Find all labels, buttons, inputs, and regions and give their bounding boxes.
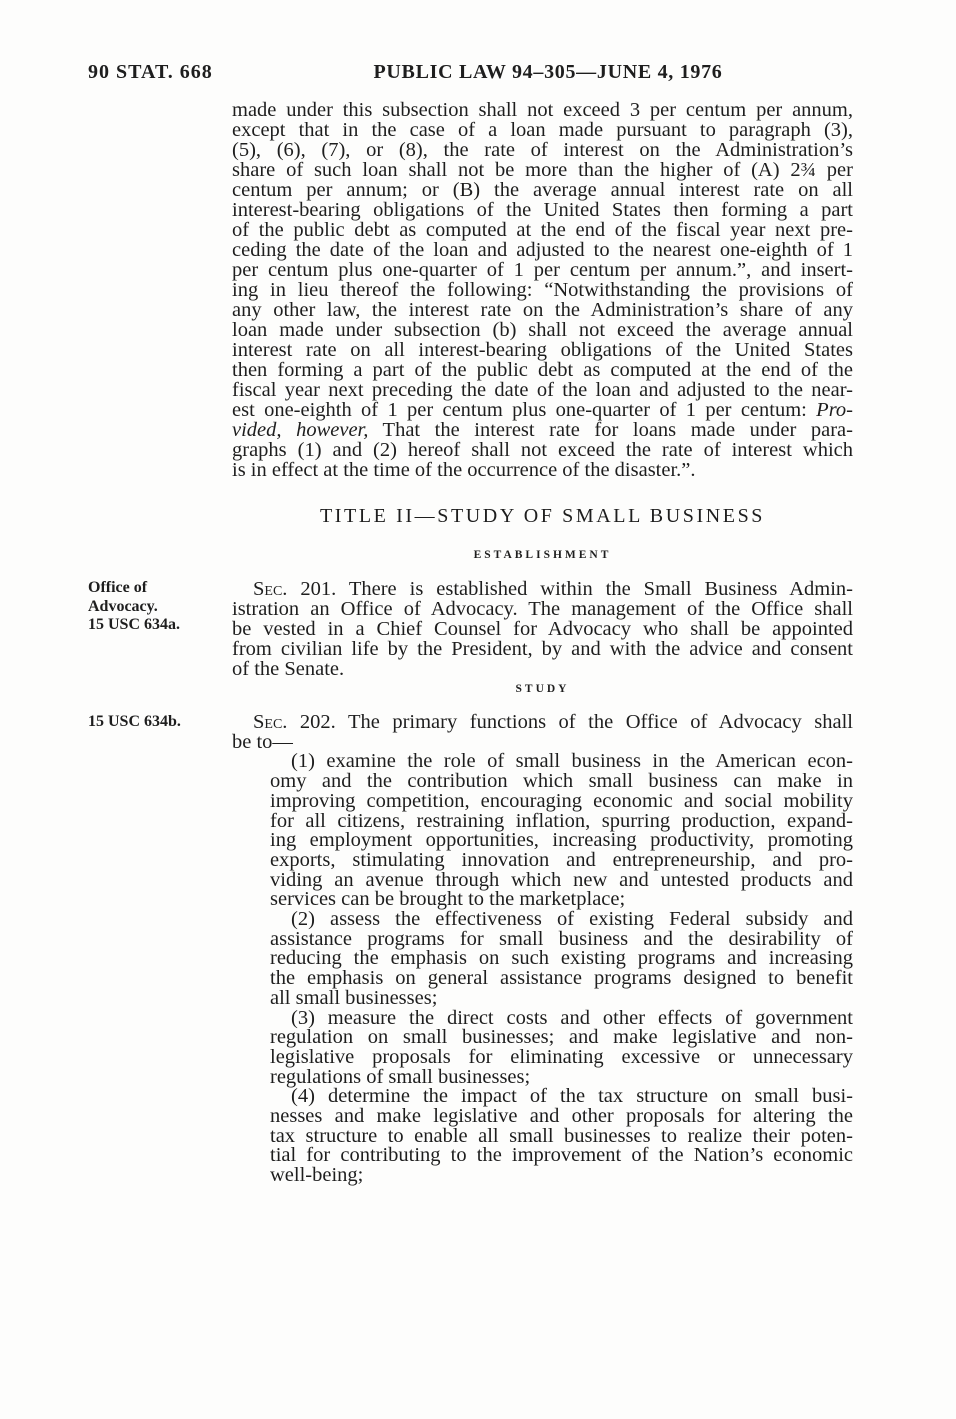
text-line: from civilian life by the President, by and with the advice and consent [232, 638, 853, 660]
section-label: Sec. [253, 711, 288, 733]
text-line: (3) measure the direct costs and other effects of government [291, 1006, 853, 1029]
text-line: interest-bearing obligations of the United States then forming a part [232, 199, 853, 221]
margin-note-line: Advocacy. [88, 597, 158, 615]
text-line: nesses and make legislative and other proposals for altering the [270, 1105, 853, 1128]
text-line: all small businesses; [270, 986, 438, 1009]
section-201 [232, 579, 853, 679]
text-line: any other law, the interest rate on the Administration’s share of any [232, 299, 853, 321]
section-202-intro [232, 713, 853, 752]
text-run: 201. There is established within the Small Business Admin- [287, 578, 853, 600]
text-line: omy and the contribution which small business can make in [270, 770, 853, 793]
text-line: istration an Office of Advocacy. The management of the Office shall [232, 598, 853, 620]
text-line: improving competition, encouraging economic and social mobility [270, 789, 853, 812]
text-line: of the public debt as computed at the end of the fiscal year next pre- [232, 219, 853, 241]
text-line: regulations of small businesses; [270, 1065, 531, 1088]
text-line: be to— [232, 730, 293, 753]
title-heading: TITLE II—STUDY OF SMALL BUSINESS [319, 505, 766, 527]
text-line: centum per annum; or (B) the average annual interest rate on all [232, 179, 853, 201]
text-line: exports, stimulating innovation and entrepreneurship, and pro- [270, 848, 853, 871]
text-line [232, 713, 853, 733]
text-line: then forming a part of the public debt as computed at the end of the [232, 359, 853, 381]
text-run: 202. The primary functions of the Office of Advocacy shall [287, 711, 853, 733]
margin-note-line: 15 USC 634b. [88, 713, 181, 730]
margin-note-line: Office of [88, 579, 148, 596]
italic-text: vided, however, [232, 419, 369, 441]
margin-note-section-201 [88, 579, 180, 635]
text-line: tax structure to enable all small businesses to realize their poten- [270, 1124, 853, 1147]
text-run: est one-eighth of 1 per centum plus one-quarter of 1 per centum: [232, 399, 817, 421]
text-line: loan made under subsection (b) shall not exceed the average annual [232, 319, 853, 341]
text-run: That the interest rate for loans made under para- [368, 419, 853, 441]
margin-note-line: 15 USC 634a. [88, 616, 181, 633]
text-line: is in effect at the time of the occurrence of the disaster.”. [232, 459, 696, 481]
continued-paragraph [232, 100, 853, 480]
section-label: Sec. [253, 578, 288, 600]
text-line: except that in the case of a loan made pursuant to paragraph (3), [232, 119, 853, 141]
text-line: ing in lieu thereof the following: “Notwithstanding the provisions of [232, 279, 853, 301]
text-line: ceding the date of the loan and adjusted to the nearest one-eighth of 1 [232, 239, 853, 261]
list-item [270, 1087, 853, 1186]
stat-page-number: 90 STAT. 668 [88, 61, 213, 83]
text-line: tial for contributing to the improvement of the Nation’s economic [270, 1144, 853, 1167]
list-item [270, 752, 853, 910]
text-line: ing employment opportunities, increasing productivity, promoting [270, 829, 853, 852]
text-line: the emphasis on general assistance programs designed to benefit [270, 967, 853, 990]
text-line: for all citizens, restraining inflation, spurring production, expand- [270, 809, 853, 832]
study-heading: STUDY [515, 683, 570, 695]
text-line: (5), (6), (7), or (8), the rate of interest on the Administration’s [232, 139, 853, 161]
text-line: be vested in a Chief Counsel for Advocacy who shall be appointed [232, 618, 853, 640]
margin-note-section-202 [88, 713, 181, 732]
text-line: well-being; [270, 1164, 364, 1187]
text-line [232, 400, 853, 420]
text-line: graphs (1) and (2) hereof shall not exceed the rate of interest which [232, 439, 853, 461]
list-item [270, 1006, 853, 1088]
text-line: (1) examine the role of small business in the American econ- [291, 750, 853, 773]
text-line: fiscal year next preceding the date of the loan and adjusted to the near- [232, 379, 853, 401]
text-line: per centum plus one-quarter of 1 per centum per annum.”, and insert- [232, 259, 853, 281]
section-202-list [270, 752, 853, 1185]
text-line: regulation on small businesses; and make legislative and non- [270, 1026, 853, 1049]
text-line: (4) determine the impact of the tax structure on small busi- [291, 1085, 853, 1108]
text-line: reducing the emphasis on such existing programs and increasing [270, 947, 853, 970]
text-line: made under this subsection shall not exceed 3 per centum per annum, [232, 99, 853, 121]
text-line [232, 579, 853, 599]
text-line [232, 420, 853, 440]
text-line: assistance programs for small business and the desirability of [270, 927, 853, 950]
text-line: (2) assess the effectiveness of existing Federal subsidy and [291, 908, 853, 931]
text-line: share of such loan shall not be more than the higher of (A) 2¾ per [232, 159, 853, 181]
text-line: services can be brought to the marketplace; [270, 888, 626, 911]
list-item [270, 910, 853, 1009]
text-line: of the Senate. [232, 658, 345, 680]
text-line: interest rate on all interest-bearing obligations of the United States [232, 339, 853, 361]
italic-text: Pro- [816, 399, 853, 421]
establishment-heading: ESTABLISHMENT [473, 549, 612, 561]
text-line: legislative proposals for eliminating excessive or unnecessary [270, 1045, 853, 1068]
running-head: PUBLIC LAW 94–305—JUNE 4, 1976 [373, 61, 723, 83]
text-line: viding an avenue through which new and untested products and [270, 868, 853, 891]
